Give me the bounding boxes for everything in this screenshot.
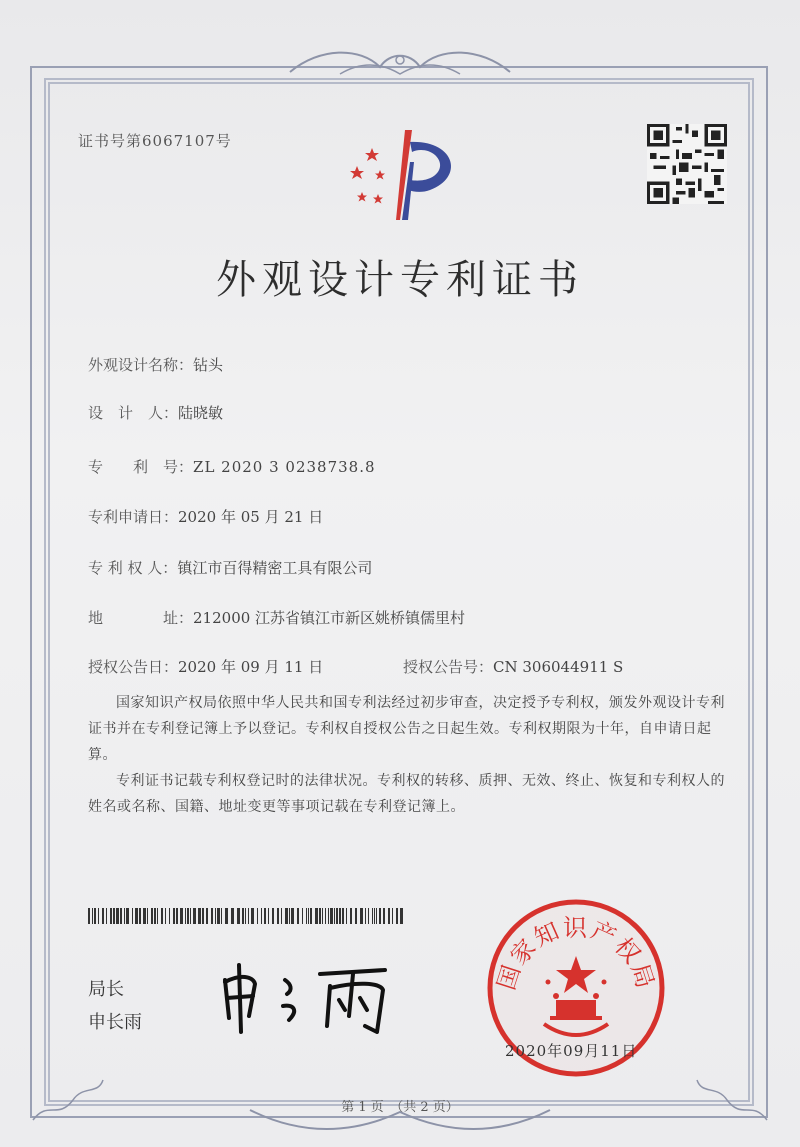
address-value: 212000 江苏省镇江市新区姚桥镇儒里村: [193, 609, 466, 627]
qr-code-icon: [647, 124, 727, 204]
grant-number-value: CN 306044911 S: [493, 658, 624, 676]
address-label: 地 址：: [88, 609, 194, 627]
legal-status-paragraph: 专利证书记载专利权登记时的法律状况。专利权的转移、质押、无效、终止、恢复和专利权人的姓名或名称、国籍、地址变更等事项记载在专利登记簿上。: [88, 773, 725, 815]
filing-date-row: [88, 506, 323, 527]
seal-text: 国家知识产权局: [492, 914, 660, 994]
top-ornament: [280, 42, 520, 82]
corner-ornament-bottom-left: [28, 1060, 108, 1130]
director-signature: [215, 960, 415, 1040]
designer-label: 设 计 人：: [88, 404, 179, 422]
grant-date-value: 2020 年 09 月 11 日: [178, 658, 324, 676]
corner-ornament-bottom-right: [692, 1060, 772, 1130]
filing-date-value: 2020 年 05 月 21 日: [178, 508, 324, 526]
design-name-row: [88, 354, 223, 375]
patent-number-row: [88, 456, 376, 477]
seal-date: 2020年09月11日: [505, 1042, 638, 1060]
design-name-label: 外观设计名称：: [88, 356, 194, 374]
cnipa-logo-icon: [340, 122, 470, 227]
grant-statement-paragraph: 国家知识产权局依照中华人民共和国专利法经过初步审查，决定授予专利权，颁发外观设计专利证书并在专利登记簿上予以登记。专利权自授权公告之日起生效。专利权期限为十年，自申请日起算。: [88, 695, 725, 763]
designer-row: [88, 402, 223, 423]
address-row: [88, 607, 465, 628]
document-title: 外观设计专利证书: [216, 257, 584, 303]
design-name-value: 钻头: [193, 356, 224, 374]
grant-date-row: [88, 656, 323, 677]
filing-date-label: 专利申请日：: [88, 508, 179, 526]
barcode-icon: [88, 908, 408, 924]
director-name: 申长雨: [88, 1012, 142, 1033]
designer-value: 陆晓敏: [178, 404, 224, 422]
patentee-row: [88, 557, 372, 578]
patent-number-label: 专 利 号：: [88, 458, 194, 476]
grant-number-label: 授权公告号：: [403, 658, 494, 676]
patent-number-value: ZL 2020 3 0238738.8: [193, 458, 376, 476]
grant-date-label: 授权公告日：: [88, 658, 179, 676]
patentee-value: 镇江市百得精密工具有限公司: [177, 559, 373, 577]
certificate-number: 证书号第6067107号: [78, 132, 232, 150]
director-title: 局长: [88, 979, 124, 1000]
page-number: 第 1 页 （共 2 页）: [341, 1100, 459, 1115]
patentee-label: 专 利 权 人：: [88, 559, 178, 577]
grant-number-row: [403, 656, 623, 677]
